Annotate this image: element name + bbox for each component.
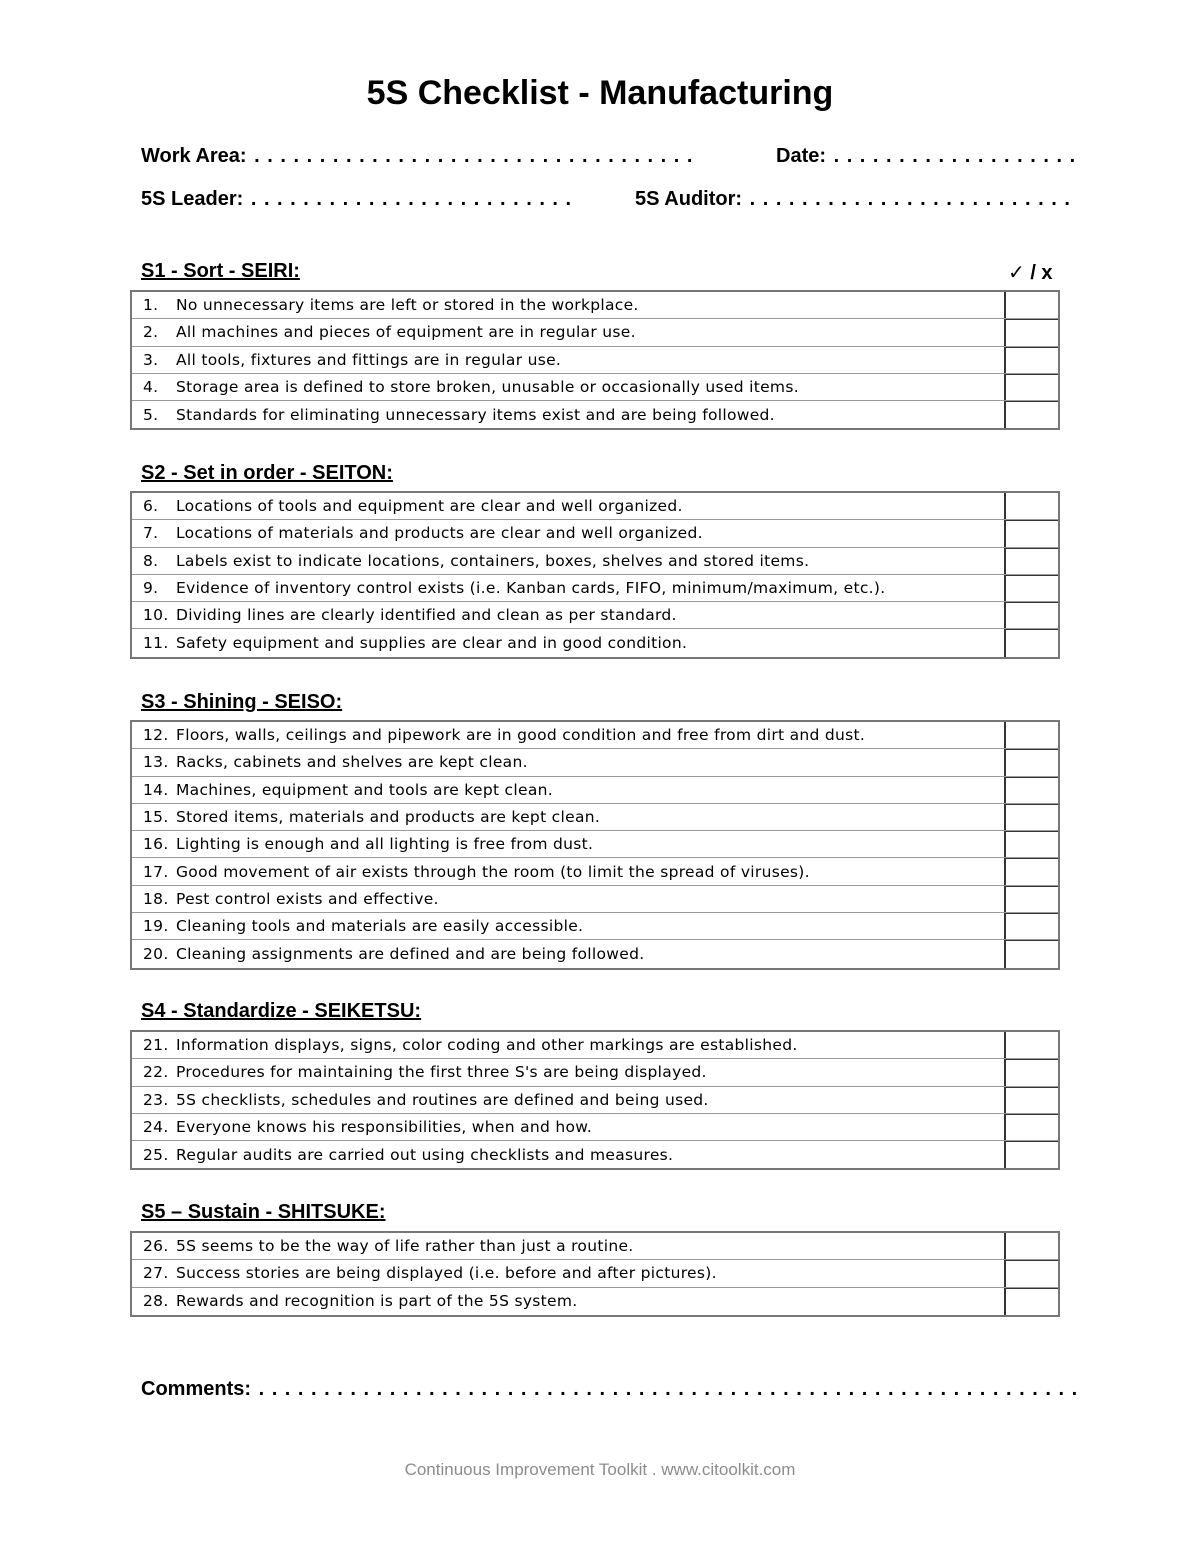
- comments-field[interactable]: [141, 1378, 1078, 1401]
- item-number: 28.: [143, 1292, 169, 1311]
- item-number: 19.: [143, 917, 169, 936]
- checklist-row: [132, 347, 1058, 374]
- item-number: 8.: [143, 551, 159, 570]
- checklist-row: [132, 602, 1058, 629]
- item-text: Dividing lines are clearly identified and clean as per standard.: [176, 606, 677, 625]
- item-text: No unnecessary items are left or stored in the workplace.: [176, 296, 639, 315]
- item-number: 11.: [143, 634, 169, 653]
- item-text: Racks, cabinets and shelves are kept clean.: [176, 753, 528, 772]
- checklist-row: [132, 575, 1058, 602]
- work-area-label: Work Area:: [141, 145, 247, 167]
- item-text: Rewards and recognition is part of the 5S system.: [176, 1292, 578, 1311]
- checklist-row: [132, 1288, 1058, 1315]
- check-box[interactable]: [1004, 1260, 1058, 1286]
- checklist-table-s3: [130, 720, 1060, 970]
- check-box[interactable]: [1004, 1032, 1058, 1058]
- checklist-row: [132, 913, 1058, 940]
- item-text: Pest control exists and effective.: [176, 889, 439, 908]
- item-number: 17.: [143, 862, 169, 881]
- item-text: Locations of tools and equipment are clear and well organized.: [176, 497, 683, 516]
- item-number: 9.: [143, 579, 159, 598]
- item-number: 27.: [143, 1264, 169, 1283]
- work-area-field[interactable]: [141, 145, 693, 168]
- item-number: 12.: [143, 726, 169, 745]
- checklist-row: [132, 1059, 1058, 1086]
- item-number: 4.: [143, 378, 159, 397]
- checklist-row: [132, 749, 1058, 776]
- section-title-s1: S1 - Sort - SEIRI:: [141, 260, 300, 282]
- checklist-row: [132, 831, 1058, 858]
- item-number: 23.: [143, 1090, 169, 1109]
- check-box[interactable]: [1004, 749, 1058, 775]
- date-field[interactable]: [776, 145, 1076, 168]
- check-box[interactable]: [1004, 347, 1058, 373]
- item-text: All tools, fixtures and fittings are in regular use.: [176, 350, 562, 369]
- item-text: All machines and pieces of equipment are in regular use.: [176, 323, 636, 342]
- check-box[interactable]: [1004, 1114, 1058, 1140]
- checklist-row: [132, 1233, 1058, 1260]
- checklist-row: [132, 520, 1058, 547]
- checklist-row: [132, 722, 1058, 749]
- item-text: 5S checklists, schedules and routines are defined and being used.: [176, 1090, 709, 1109]
- checklist-row: [132, 401, 1058, 428]
- check-box[interactable]: [1004, 374, 1058, 400]
- item-number: 24.: [143, 1118, 169, 1137]
- check-box[interactable]: [1004, 401, 1058, 428]
- item-text: Labels exist to indicate locations, containers, boxes, shelves and stored items.: [176, 551, 810, 570]
- checklist-row: [132, 777, 1058, 804]
- checklist-row: [132, 1032, 1058, 1059]
- check-box[interactable]: [1004, 548, 1058, 574]
- checklist-row: [132, 319, 1058, 346]
- checklist-table-s4: [130, 1030, 1060, 1170]
- checklist-row: [132, 629, 1058, 656]
- item-text: Evidence of inventory control exists (i.e. Kanban cards, FIFO, minimum/maximum, etc.).: [176, 579, 886, 598]
- checklist-row: [132, 858, 1058, 885]
- comments-label: Comments:: [141, 1378, 252, 1400]
- check-box[interactable]: [1004, 858, 1058, 884]
- item-text: Lighting is enough and all lighting is free from dust.: [176, 835, 594, 854]
- check-box[interactable]: [1004, 777, 1058, 803]
- item-number: 3.: [143, 350, 159, 369]
- date-label: Date:: [776, 145, 827, 167]
- check-box[interactable]: [1004, 1288, 1058, 1315]
- section-title-s4: S4 - Standardize - SEIKETSU:: [141, 1000, 422, 1022]
- check-box[interactable]: [1004, 1059, 1058, 1085]
- item-number: 26.: [143, 1237, 169, 1256]
- item-number: 15.: [143, 808, 169, 827]
- item-number: 13.: [143, 753, 169, 772]
- item-text: Cleaning tools and materials are easily accessible.: [176, 917, 584, 936]
- check-or-cross-header: ✓ / x: [1008, 262, 1053, 284]
- checklist-table-s1: [130, 290, 1060, 430]
- item-text: Information displays, signs, color coding and other markings are established.: [176, 1036, 798, 1055]
- item-text: Safety equipment and supplies are clear and in good condition.: [176, 634, 688, 653]
- check-box[interactable]: [1004, 1141, 1058, 1168]
- item-text: 5S seems to be the way of life rather than just a routine.: [176, 1237, 634, 1256]
- work-area-blank[interactable]: . . . . . . . . . . . . . . . . . . . . . . . . . . . . . . . . . .: [254, 145, 694, 167]
- leader-label: 5S Leader:: [141, 188, 244, 210]
- check-box[interactable]: [1004, 1087, 1058, 1113]
- section-title-s3: S3 - Shining - SEISO:: [141, 691, 343, 713]
- item-number: 10.: [143, 606, 169, 625]
- checklist-row: [132, 886, 1058, 913]
- checklist-row: [132, 292, 1058, 319]
- checklist-row: [132, 1114, 1058, 1141]
- auditor-blank[interactable]: . . . . . . . . . . . . . . . . . . . . . . . . .: [749, 188, 1071, 210]
- item-number: 21.: [143, 1036, 169, 1055]
- page-title: 5S Checklist - Manufacturing: [366, 74, 834, 112]
- item-number: 18.: [143, 889, 169, 908]
- checklist-table-s2: [130, 491, 1060, 659]
- item-number: 1.: [143, 296, 159, 315]
- check-box[interactable]: [1004, 602, 1058, 628]
- item-text: Procedures for maintaining the first three S's are being displayed.: [176, 1063, 707, 1082]
- checklist-row: [132, 804, 1058, 831]
- item-number: 2.: [143, 323, 159, 342]
- comments-blank[interactable]: . . . . . . . . . . . . . . . . . . . . . . . . . . . . . . . . . . . . . . . . . . . . . . . . . . . . . . . . . . . . . . .: [258, 1378, 1079, 1400]
- checklist-row: [132, 374, 1058, 401]
- check-box[interactable]: [1004, 629, 1058, 656]
- auditor-label: 5S Auditor:: [635, 188, 743, 210]
- section-title-s5: S5 – Sustain - SHITSUKE:: [141, 1201, 386, 1223]
- item-number: 25.: [143, 1145, 169, 1164]
- check-box[interactable]: [1004, 722, 1058, 748]
- item-text: Floors, walls, ceilings and pipework are in good condition and free from dirt and dust.: [176, 726, 866, 745]
- item-number: 14.: [143, 780, 169, 799]
- checklist-row: [132, 493, 1058, 520]
- item-text: Success stories are being displayed (i.e. before and after pictures).: [176, 1264, 717, 1283]
- item-number: 22.: [143, 1063, 169, 1082]
- item-text: Storage area is defined to store broken, unusable or occasionally used items.: [176, 378, 799, 397]
- check-box[interactable]: [1004, 319, 1058, 345]
- check-box[interactable]: [1004, 804, 1058, 830]
- checklist-row: [132, 1087, 1058, 1114]
- check-box[interactable]: [1004, 886, 1058, 912]
- item-text: Locations of materials and products are clear and well organized.: [176, 524, 703, 543]
- leader-blank[interactable]: . . . . . . . . . . . . . . . . . . . . . . . . .: [250, 188, 573, 210]
- item-number: 16.: [143, 835, 169, 854]
- item-number: 5.: [143, 405, 159, 424]
- check-box[interactable]: [1004, 575, 1058, 601]
- item-number: 7.: [143, 524, 159, 543]
- check-box[interactable]: [1004, 493, 1058, 519]
- item-text: Regular audits are carried out using checklists and measures.: [176, 1145, 674, 1164]
- check-box[interactable]: [1004, 520, 1058, 546]
- item-text: Machines, equipment and tools are kept clean.: [176, 780, 553, 799]
- item-number: 20.: [143, 945, 169, 964]
- check-box[interactable]: [1004, 940, 1058, 967]
- checklist-row: [132, 1260, 1058, 1287]
- item-number: 6.: [143, 497, 159, 516]
- check-box[interactable]: [1004, 1233, 1058, 1259]
- footer-text: Continuous Improvement Toolkit . www.citoolkit.com: [404, 1460, 796, 1479]
- check-box[interactable]: [1004, 292, 1058, 318]
- item-text: Standards for eliminating unnecessary items exist and are being followed.: [176, 405, 775, 424]
- item-text: Cleaning assignments are defined and are being followed.: [176, 945, 645, 964]
- section-title-s2: S2 - Set in order - SEITON:: [141, 462, 393, 484]
- leader-field[interactable]: [141, 188, 572, 211]
- checklist-table-s5: [130, 1231, 1060, 1317]
- item-text: Good movement of air exists through the room (to limit the spread of viruses).: [176, 862, 810, 881]
- checklist-row: [132, 548, 1058, 575]
- checklist-row: [132, 1141, 1058, 1168]
- item-text: Stored items, materials and products are kept clean.: [176, 808, 601, 827]
- auditor-field[interactable]: [635, 188, 1071, 211]
- checklist-row: [132, 940, 1058, 967]
- item-text: Everyone knows his responsibilities, when and how.: [176, 1118, 593, 1137]
- check-box[interactable]: [1004, 831, 1058, 857]
- check-box[interactable]: [1004, 913, 1058, 939]
- date-blank[interactable]: . . . . . . . . . . . . . . . . . . .: [833, 145, 1077, 167]
